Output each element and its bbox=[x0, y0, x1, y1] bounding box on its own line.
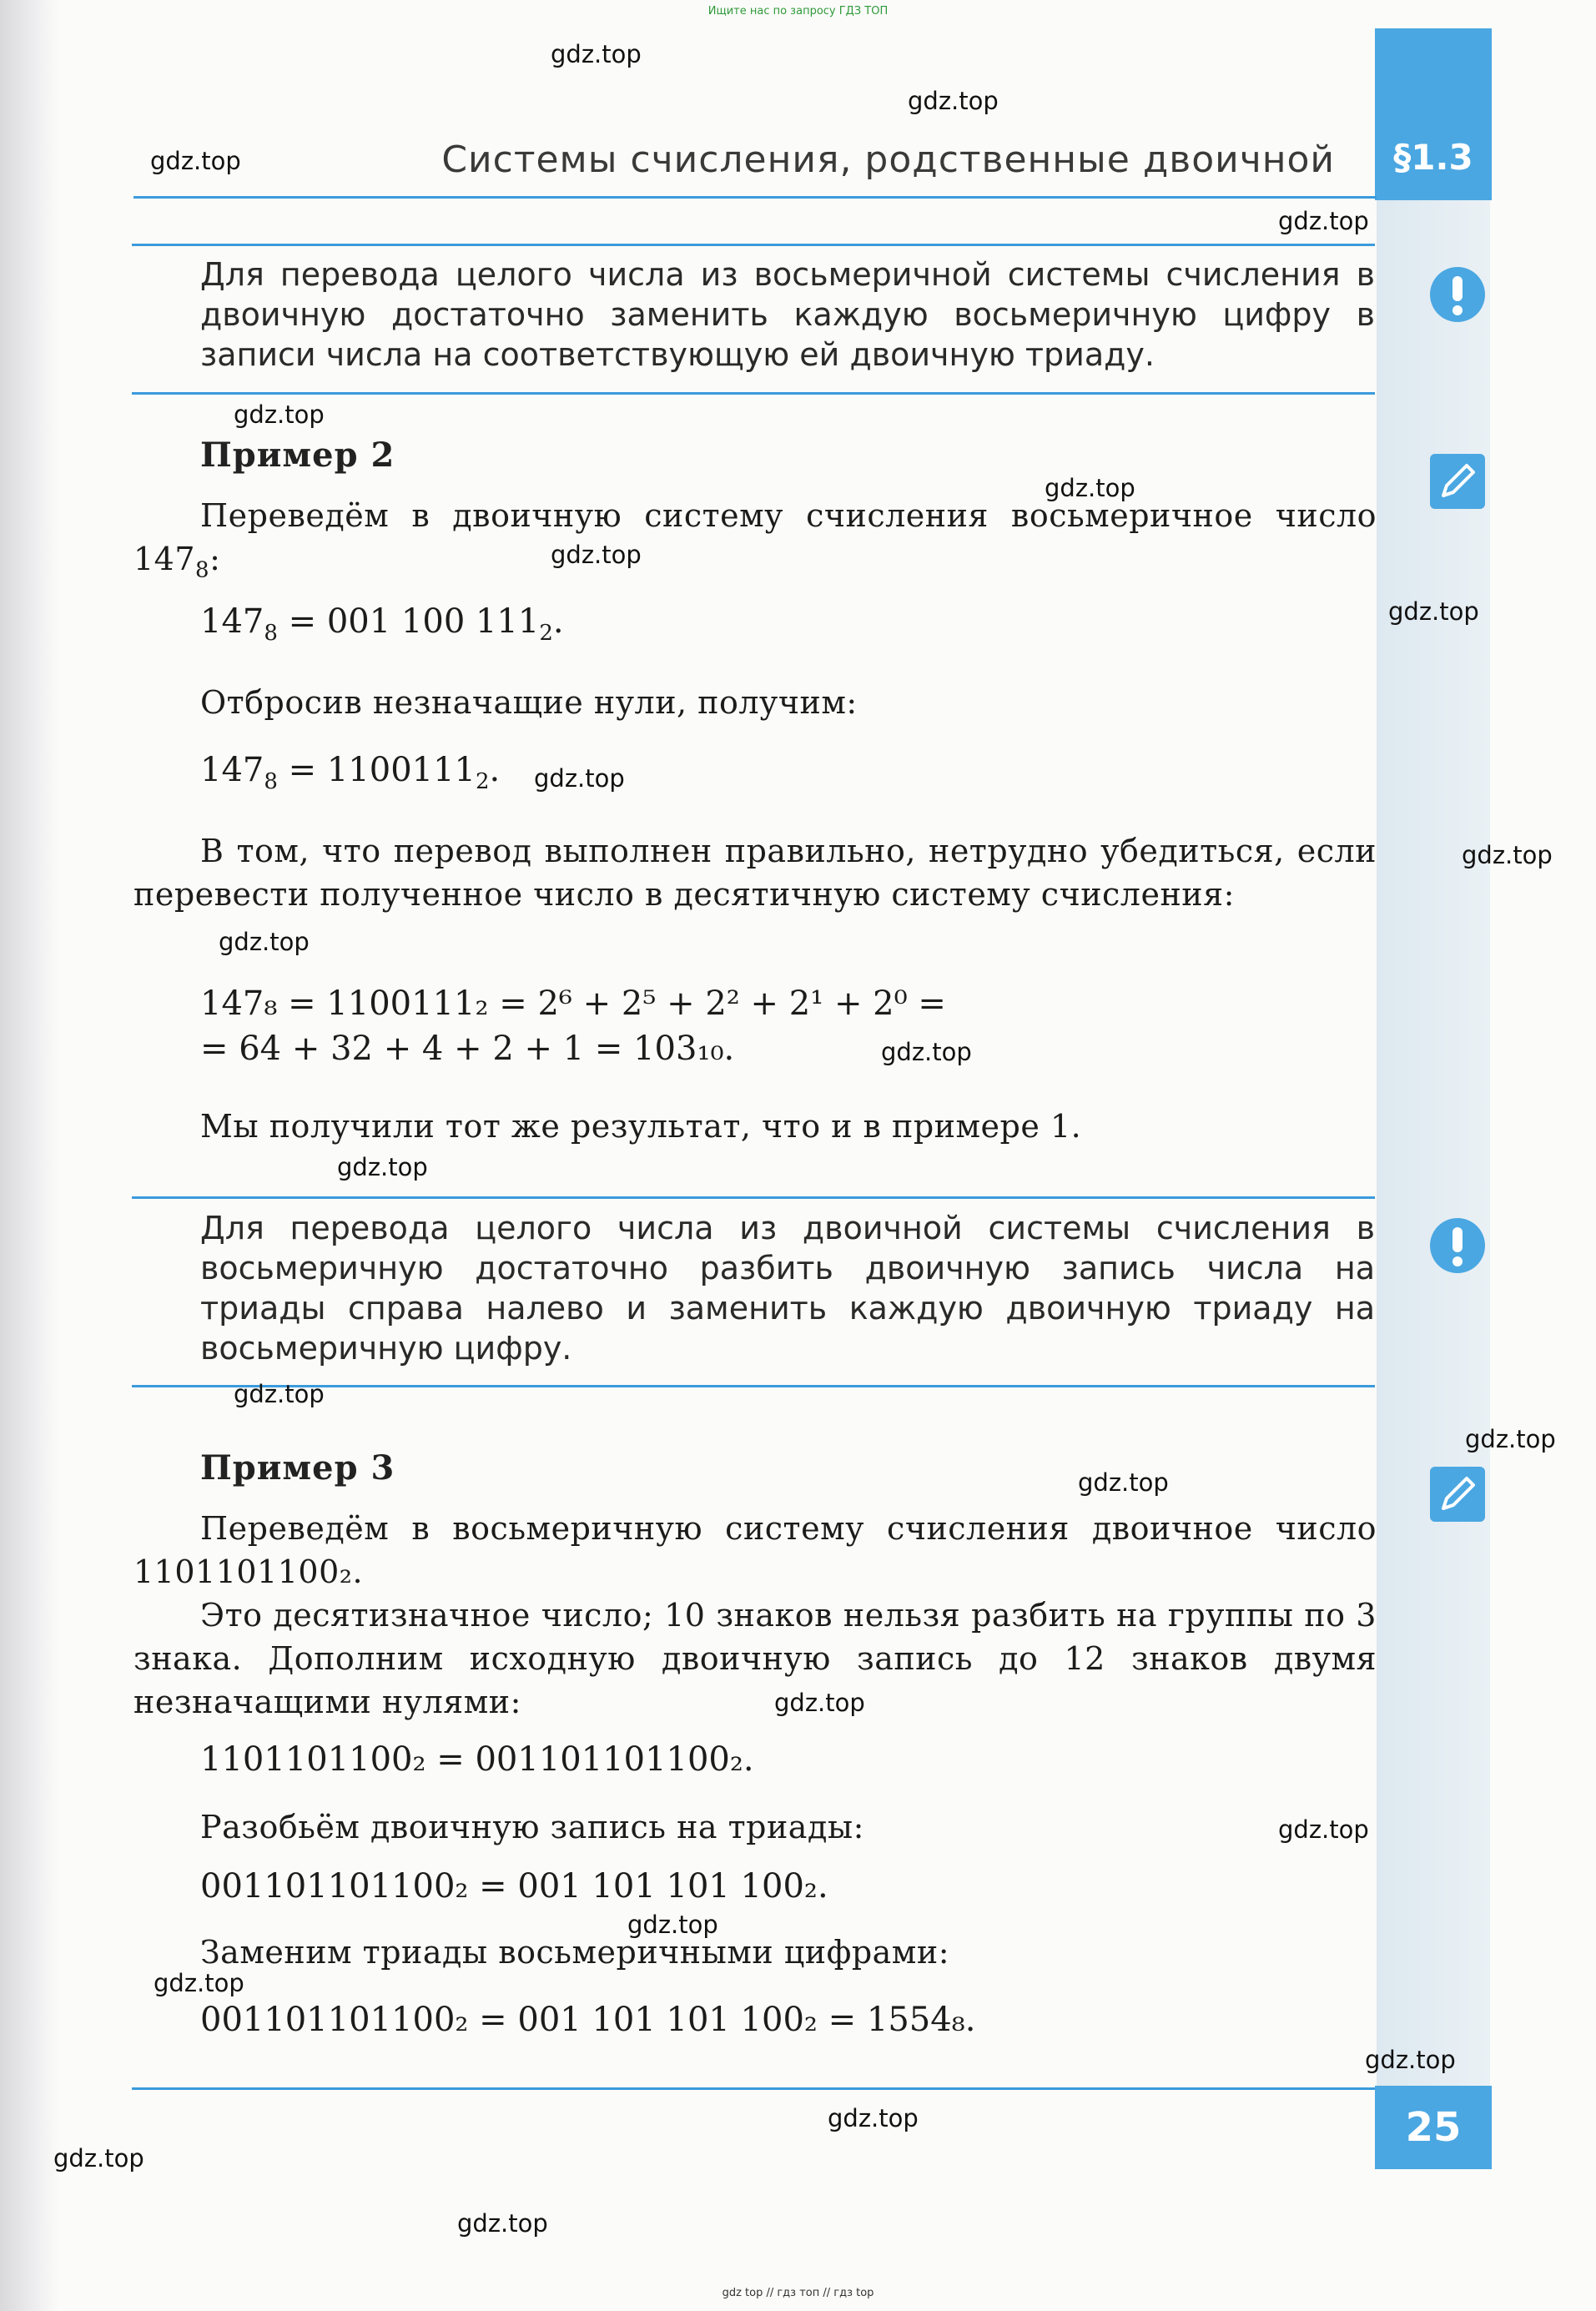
watermark: gdz.top bbox=[774, 1689, 865, 1717]
example-3-formula-2: 001101101100₂ = 001 101 101 100₂. bbox=[200, 1867, 828, 1906]
example-2-formula-1: $147_8 = 001$ 100 $111_2$. bbox=[200, 602, 564, 646]
watermark: gdz.top bbox=[1465, 1425, 1556, 1453]
footer-rule bbox=[132, 2087, 1375, 2090]
example-2-drop-zeros: Отбросив незначащие нули, получим: bbox=[200, 684, 858, 721]
header-rule bbox=[133, 196, 1377, 199]
watermark: gdz.top bbox=[627, 1911, 718, 1939]
bottom-note: gdz top // гдз топ // гдз top bbox=[722, 2287, 874, 2299]
example-3-intro: Переведём в восьмеричную систему счисления двоичное число 1101101100₂. bbox=[133, 1510, 1377, 1590]
watermark: gdz.top bbox=[1365, 2046, 1456, 2074]
watermark: gdz.top bbox=[1045, 474, 1135, 502]
example-3-title: Пример 3 bbox=[200, 1448, 395, 1488]
watermark: gdz.top bbox=[534, 764, 625, 793]
example-2-same-result: Мы получили тот же результат, что и в примере 1. bbox=[200, 1108, 1082, 1145]
watermark: gdz.top bbox=[219, 928, 310, 956]
watermark: gdz.top bbox=[828, 2104, 919, 2132]
watermark: gdz.top bbox=[1078, 1468, 1169, 1497]
example-2-formula-3-line-1: 147₈ = 1100111₂ = 2⁶ + 2⁵ + 2² + 2¹ + 2⁰ = bbox=[200, 984, 946, 1023]
rule-box-top-line bbox=[132, 244, 1375, 246]
example-3-replace-text: Заменим триады восьмеричными цифрами: bbox=[200, 1934, 949, 1971]
watermark: gdz.top bbox=[551, 40, 642, 68]
watermark: gdz.top bbox=[881, 1038, 972, 1066]
watermark: gdz.top bbox=[1388, 597, 1479, 626]
watermark: gdz.top bbox=[1278, 207, 1369, 235]
example-2-intro: Переведём в двоичную систему счисления восьмеричное число $147_8$: bbox=[133, 497, 1377, 583]
watermark: gdz.top bbox=[234, 1380, 325, 1408]
exclamation-icon bbox=[1428, 1216, 1487, 1275]
page-gutter-shadow bbox=[0, 0, 58, 2311]
watermark: gdz.top bbox=[154, 1969, 244, 1997]
watermark: gdz.top bbox=[457, 2209, 548, 2238]
example-2-formula-3-line-2: = 64 + 32 + 4 + 2 + 1 = 103₁₀. bbox=[200, 1030, 735, 1068]
watermark: gdz.top bbox=[551, 541, 642, 569]
example-2-title: Пример 2 bbox=[200, 436, 395, 475]
section-tab: §1.3 bbox=[1375, 28, 1492, 200]
watermark: gdz.top bbox=[1278, 1815, 1369, 1844]
page-number: 25 bbox=[1375, 2086, 1492, 2169]
example-2-formula-2: $147_8 = 1100111_2$. bbox=[200, 751, 501, 794]
example-3-ten-digits: Это десятизначное число; 10 знаков нельзя разбить на группы по 3 знака. Дополним исходную двоичную запись до 12 знаков двумя незначащими нулями: bbox=[133, 1597, 1377, 1720]
watermark: gdz.top bbox=[1462, 841, 1553, 869]
watermark: gdz.top bbox=[234, 400, 325, 429]
example-2-check-text: В том, что перевод выполнен правильно, нетрудно убедиться, если перевести полученное число в десятичную систему счисления: bbox=[133, 833, 1377, 913]
rule-2-text: Для перевода целого числа из двоичной системы счисления в восьмеричную достаточно разбить двоичную запись числа на триады справа налево и заменить каждую двоичную триаду на восьмеричную цифру. bbox=[200, 1210, 1375, 1367]
exclamation-icon bbox=[1428, 265, 1487, 324]
pencil-icon bbox=[1428, 1465, 1487, 1523]
watermark: gdz.top bbox=[908, 87, 999, 115]
watermark: gdz.top bbox=[53, 2144, 144, 2173]
watermark: gdz.top bbox=[150, 147, 241, 175]
example-3-split-text: Разобьём двоичную запись на триады: bbox=[200, 1809, 864, 1845]
pencil-icon bbox=[1428, 452, 1487, 511]
top-note: Ищите нас по запросу ГДЗ ТОП bbox=[707, 5, 889, 18]
rule-box-bottom-line bbox=[132, 392, 1375, 395]
rule-1-text: Для перевода целого числа из восьмеричной системы счисления в двоичную достаточно заменить каждую восьмеричную цифру в записи числа на соответствующую ей двоичную триаду. bbox=[200, 256, 1375, 373]
running-head: Системы счисления, родственные двоичной bbox=[441, 138, 1335, 181]
example-3-formula-1: 1101101100₂ = 001101101100₂. bbox=[200, 1740, 754, 1779]
watermark: gdz.top bbox=[337, 1153, 428, 1181]
rule-box-2-top-line bbox=[132, 1196, 1375, 1199]
example-3-formula-3: 001101101100₂ = 001 101 101 100₂ = 1554₈. bbox=[200, 2001, 976, 2039]
